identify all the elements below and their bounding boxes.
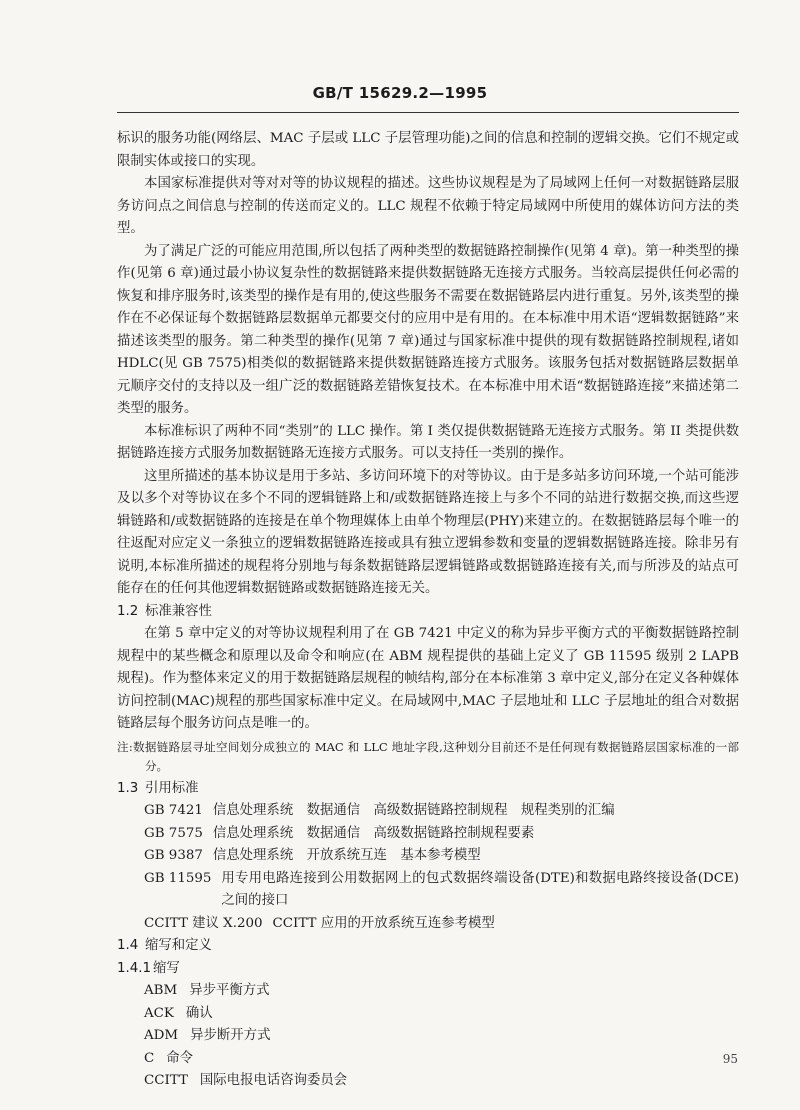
section-title: 缩写和定义 <box>145 938 212 953</box>
abbreviation-term: CCITT <box>144 1073 188 1088</box>
paragraph: 在第 5 章中定义的对等协议规程利用了在 GB 7421 中定义的称为异步平衡方式的平衡数据链路控制规程中的某些概念和原理以及命令和响应(在 ABM 规程提供的基础上定义了 GB 11595 级别 2 LAPB 规程)。作为整体来定义的用于数据链路层规程的帧结构,部分在本标准第 3 章中定义,部分在定义各种媒体访问控制(MAC)规程的那些国家标准中定义。在局域网中,MAC 子层地址和 LLC 子层地址的组合对数据链路层每个服务访问点是唯一的。 <box>117 626 739 731</box>
reference-code: GB 9387 <box>144 848 203 863</box>
abbreviation-item <box>144 1003 739 1026</box>
reference-text: 用专用电路连接到公用数据网上的包式数据终端设备(DTE)和数据电路终接设备(DCE)之间的接口 <box>221 870 739 908</box>
paragraph: 本标准标识了两种不同“类别”的 LLC 操作。第 I 类仅提供数据链路无连接方式服务。第 II 类提供数据链路连接方式服务加数据链路无连接方式服务。可以支持任一类别的操作。 <box>117 423 739 461</box>
reference-text: CCITT 应用的开放系统互连参考模型 <box>272 915 495 931</box>
reference-item <box>144 800 739 823</box>
header-rule <box>117 112 739 113</box>
section-heading-1-3 <box>117 778 739 801</box>
abbreviation-item <box>144 980 739 1003</box>
document-body <box>117 128 739 1093</box>
reference-text: 信息处理系统 开放系统互连 基本参考模型 <box>212 848 481 863</box>
section-title: 标准兼容性 <box>145 603 212 619</box>
reference-text: 信息处理系统 数据通信 高级数据链路控制规程要素 <box>212 825 535 841</box>
paragraph: 本国家标准提供对等对对等的协议规程的描述。这些协议规程是为了局域网上任何一对数据链路层服务访问点之间信息与控制的传送而定义的。LLC 规程不依赖于特定局域网中所使用的媒体访问方法的类型。 <box>117 176 739 236</box>
abbreviation-term: ABM <box>144 983 178 998</box>
abbreviation-meaning: 异步平衡方式 <box>189 983 270 998</box>
page-number: 95 <box>722 1052 738 1066</box>
reference-code: GB 7421 <box>144 803 203 818</box>
reference-item <box>144 913 739 936</box>
reference-code: GB 7575 <box>144 825 203 841</box>
reference-code: GB 11595 <box>144 870 212 886</box>
paragraph: 为了满足广泛的可能应用范围,所以包括了两种类型的数据链路控制操作(见第 4 章)。第一种类型的操作(见第 6 章)通过最小协议复杂性的数据链路来提供数据链路无连接方式服务。当较高层提供任何必需的恢复和排序服务时,该类型的操作是有用的,使这些服务不需要在数据链路层内进行重复。另外,该类型的操作在不必保证每个数据链路层数据单元都要交付的应用中是有用的。在本标准中用术语“逻辑数据链路”来描述该类型的服务。第二种类型的操作(见第 7 章)通过与国家标准中提供的现有数据链路控制规程,诸如 HDLC(见 GB 7575)相类似的数据链路来提供数据链路连接方式服务。该服务包括对数据链路层数据单元顺序交付的支持以及一组广泛的数据链路差错恢复技术。在本标准中用术语“数据链路连接”来描述第二类型的服务。 <box>117 243 739 416</box>
abbreviation-meaning: 国际电报电话咨询委员会 <box>199 1073 348 1088</box>
paragraph: 这里所描述的基本协议是用于多站、多访问环境下的对等协议。由于是多站多访问环境,一个站可能涉及以多个对等协议在多个不同的逻辑链路上和/或数据链路连接上与多个不同的站进行数据交换,而这些逻辑链路和/或数据链路的连接是在单个物理媒体上由单个物理层(PHY)来建立的。在数据链路层每个唯一的往返配对应定义一条独立的逻辑数据链路连接或具有独立逻辑参数和变量的逻辑数据链路连接。除非另有说明,本标准所描述的规程将分别地与每条数据链路层逻辑链路或数据链路连接有关,而与所涉及的站点可能存在的任何其他逻辑数据链路或数据链路连接无关。 <box>117 468 739 596</box>
reference-list <box>144 800 739 935</box>
reference-text: 信息处理系统 数据通信 高级数据链路控制规程 规程类别的汇编 <box>212 803 615 818</box>
reference-item <box>144 868 739 913</box>
section-number: 1.2 <box>117 603 139 619</box>
abbreviation-meaning: 异步断开方式 <box>190 1028 271 1043</box>
abbreviation-term: C <box>144 1050 155 1066</box>
reference-item <box>144 845 739 868</box>
section-title: 引用标准 <box>145 780 199 796</box>
paragraph: 标识的服务功能(网络层、MAC 子层或 LLC 子层管理功能)之间的信息和控制的逻辑交换。它们不规定或限制实体或接口的实现。 <box>117 131 739 169</box>
section-heading-1-2 <box>117 601 739 624</box>
page-header: GB/T 15629.2—1995 <box>312 84 488 102</box>
abbreviation-item <box>144 1048 739 1071</box>
section-heading-1-4-1 <box>117 958 739 981</box>
note: 注:数据链路层寻址空间划分成独立的 MAC 和 LLC 地址字段,这种划分目前还不是任何现有数据链路层国家标准的一部分。 <box>117 739 739 773</box>
section-number: 1.4.1 <box>117 960 152 976</box>
abbreviation-item <box>144 1025 739 1048</box>
abbreviation-meaning: 确认 <box>185 1005 213 1021</box>
reference-item <box>144 823 739 846</box>
reference-code: CCITT 建议 X.200 <box>144 915 263 931</box>
abbreviation-item <box>144 1070 739 1093</box>
section-number: 1.4 <box>117 938 139 953</box>
abbreviation-meaning: 命令 <box>166 1050 194 1066</box>
abbreviation-term: ACK <box>144 1005 174 1021</box>
section-heading-1-4 <box>117 935 739 958</box>
abbreviation-term: ADM <box>144 1028 179 1043</box>
section-title: 缩写 <box>153 960 180 976</box>
section-number: 1.3 <box>117 780 139 796</box>
